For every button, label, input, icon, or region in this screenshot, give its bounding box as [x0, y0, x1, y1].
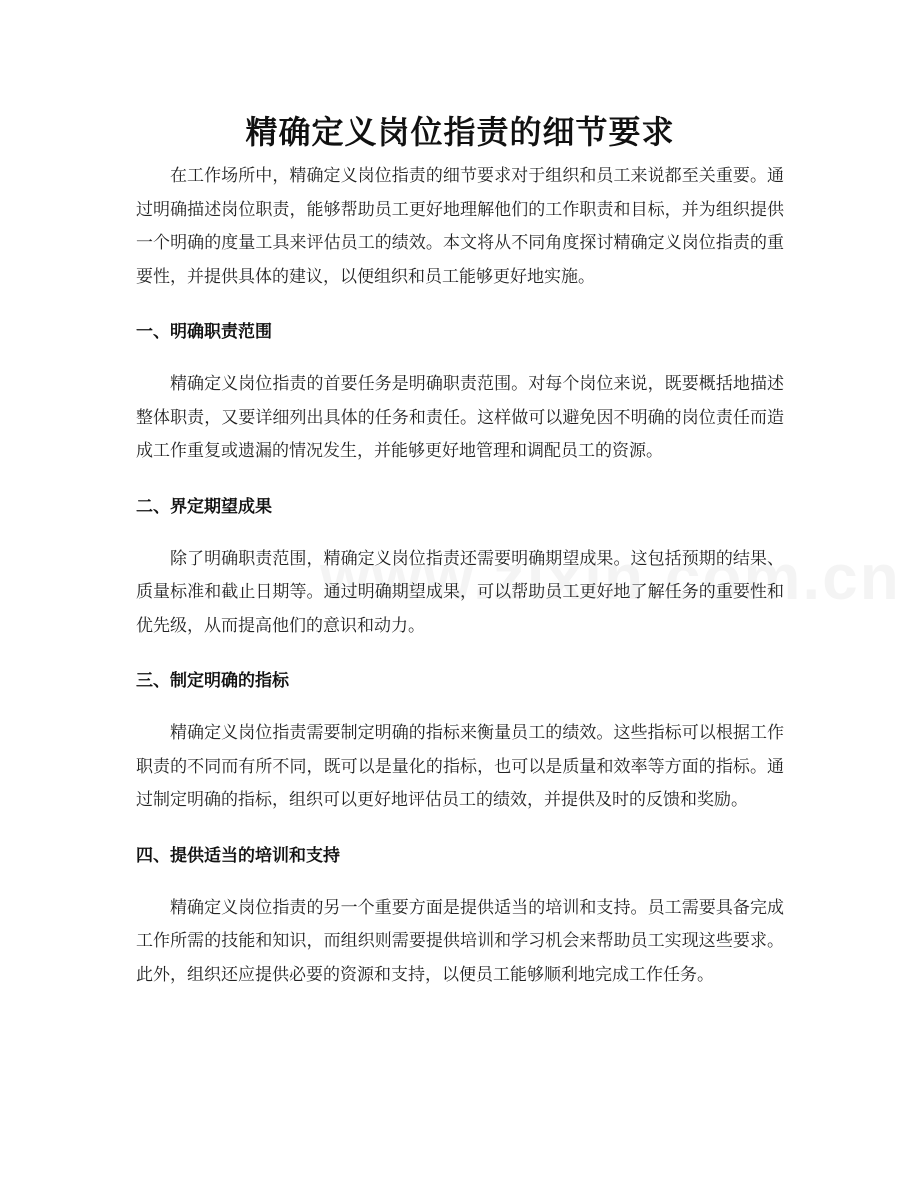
section-paragraph: 精确定义岗位指责的首要任务是明确职责范围。对每个岗位来说，既要概括地描述整体职责，又要详细列出具体的任务和责任。这样做可以避免因不明确的岗位责任而造成工作重复或遗漏的情况发生，并能够更好地管理和调配员工的资源。 — [136, 374, 784, 461]
section-paragraph: 精确定义岗位指责需要制定明确的指标来衡量员工的绩效。这些指标可以根据工作职责的不同而有所不同，既可以是量化的指标，也可以是质量和效率等方面的指标。通过制定明确的指标，组织可以更好地评估员工的绩效，并提供及时的反馈和奖励。 — [136, 723, 784, 810]
section-heading: 一、明确职责范围 — [136, 322, 272, 342]
section-3 — [136, 665, 784, 818]
section-1 — [136, 316, 784, 469]
document-title: 精确定义岗位指责的细节要求 — [245, 113, 675, 151]
section-heading: 二、界定期望成果 — [136, 496, 272, 517]
section-paragraph: 精确定义岗位指责的另一个重要方面是提供适当的培训和支持。员工需要具备完成工作所需的技能和知识，而组织则需要提供培训和学习机会来帮助员工实现这些要求。此外，组织还应提供必要的资源和支持，以便员工能够顺利地完成工作任务。 — [136, 897, 784, 985]
intro-paragraph: 在工作场所中，精确定义岗位指责的细节要求对于组织和员工来说都至关重要。通过明确描述岗位职责，能够帮助员工更好地理解他们的工作职责和目标，并为组织提供一个明确的度量工具来评估员工的绩效。本文将从不同角度探讨精确定义岗位指责的重要性，并提供具体的建议，以便组织和员工能够更好地实施。 — [136, 166, 784, 287]
section-heading: 四、提供适当的培训和支持 — [136, 845, 340, 866]
section-2 — [136, 491, 784, 644]
section-paragraph: 除了明确职责范围，精确定义岗位指责还需要明确期望成果。这包括预期的结果、质量标准和截止日期等。通过明确期望成果，可以帮助员工更好地了解任务的重要性和优先级，从而提高他们的意识和动力。 — [136, 548, 784, 636]
section-heading: 三、制定明确的指标 — [136, 671, 289, 691]
section-4 — [136, 840, 784, 993]
